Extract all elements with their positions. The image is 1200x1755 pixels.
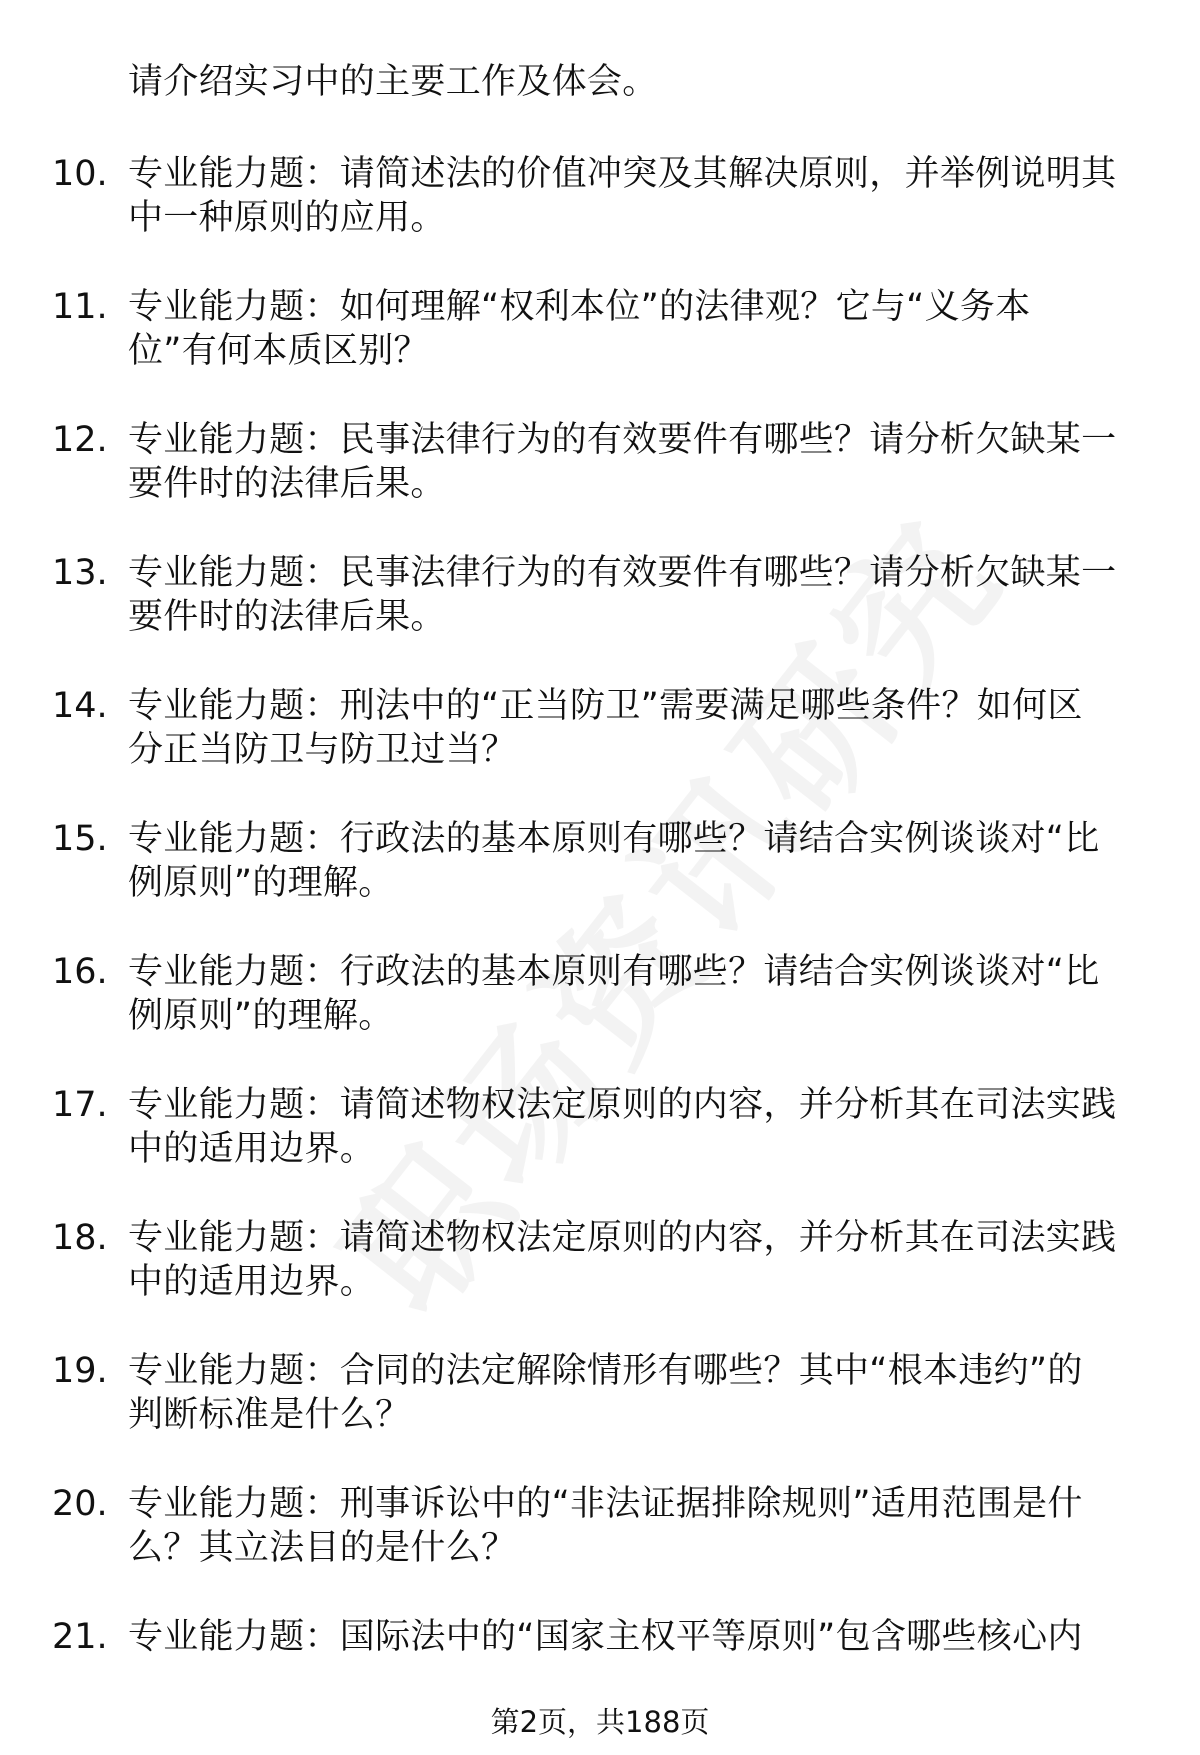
question-number: 17. [52,1085,108,1125]
question-number: 11. [52,287,108,327]
question-text-line-1: 专业能力题：请简述物权法定原则的内容，并分析其在司法实践 [128,1085,1117,1125]
question-number: 16. [52,952,108,992]
question-number: 15. [52,819,108,859]
question-item-15 [0,815,1200,948]
question-text-line-1: 专业能力题：请简述物权法定原则的内容，并分析其在司法实践 [128,1218,1117,1258]
question-item-17 [0,1081,1200,1214]
question-text-line-2: 例原则”的理解。 [128,996,394,1036]
question-text-line-2: 位”有何本质区别？ [128,331,429,371]
question-item-11 [0,283,1200,416]
question-text-line-2: 分正当防卫与防卫过当？ [128,730,517,770]
question-text-line-1: 专业能力题：刑事诉讼中的“非法证据排除规则”适用范围是什 [128,1484,1083,1524]
question-number: 13. [52,553,108,593]
question-item-12 [0,416,1200,549]
question-number: 21. [52,1617,108,1657]
question-item-10 [0,150,1200,283]
question-item-18 [0,1214,1200,1347]
question-text-line-2: 中一种原则的应用。 [128,198,446,238]
question-item-19 [0,1347,1200,1480]
question-text-line-1: 专业能力题：行政法的基本原则有哪些？请结合实例谈谈对“比 [128,952,1100,992]
page-footer-label: 第2页，共188页 [490,1705,710,1739]
question-text-line-1: 专业能力题：民事法律行为的有效要件有哪些？请分析欠缺某一 [128,420,1117,460]
question-text-line-2: 要件时的法律后果。 [128,597,446,637]
question-text-line-2: 判断标准是什么？ [128,1395,411,1435]
question-item-continued [0,58,1200,150]
question-text-line-1: 专业能力题：请简述法的价值冲突及其解决原则，并举例说明其 [128,154,1117,194]
question-text-line-1: 专业能力题：刑法中的“正当防卫”需要满足哪些条件？如何区 [128,686,1083,726]
question-number: 12. [52,420,108,460]
question-item-16 [0,948,1200,1081]
question-item-20 [0,1480,1200,1613]
question-item-13 [0,549,1200,682]
question-number: 10. [52,154,108,194]
question-number: 20. [52,1484,108,1524]
question-list [0,58,1200,1746]
question-text-line-1: 请介绍实习中的主要工作及体会。 [128,62,658,102]
question-number: 18. [52,1218,108,1258]
question-text-line-1: 专业能力题：行政法的基本原则有哪些？请结合实例谈谈对“比 [128,819,1100,859]
question-text-line-1: 专业能力题：民事法律行为的有效要件有哪些？请分析欠缺某一 [128,553,1117,593]
question-text-line-1: 专业能力题：合同的法定解除情形有哪些？其中“根本违约”的 [128,1351,1083,1391]
question-item-14 [0,682,1200,815]
question-text-line-2: 中的适用边界。 [128,1129,376,1169]
question-text-line-2: 要件时的法律后果。 [128,464,446,504]
question-text-line-2: 中的适用边界。 [128,1262,376,1302]
question-text-line-2: 么？其立法目的是什么？ [128,1528,517,1568]
question-number: 19. [52,1351,108,1391]
question-number: 14. [52,686,108,726]
question-text-line-2: 例原则”的理解。 [128,863,394,903]
question-text-line-1: 专业能力题：如何理解“权利本位”的法律观？它与“义务本 [128,287,1031,327]
question-text-line-1: 专业能力题：国际法中的“国家主权平等原则”包含哪些核心内 [128,1617,1083,1657]
